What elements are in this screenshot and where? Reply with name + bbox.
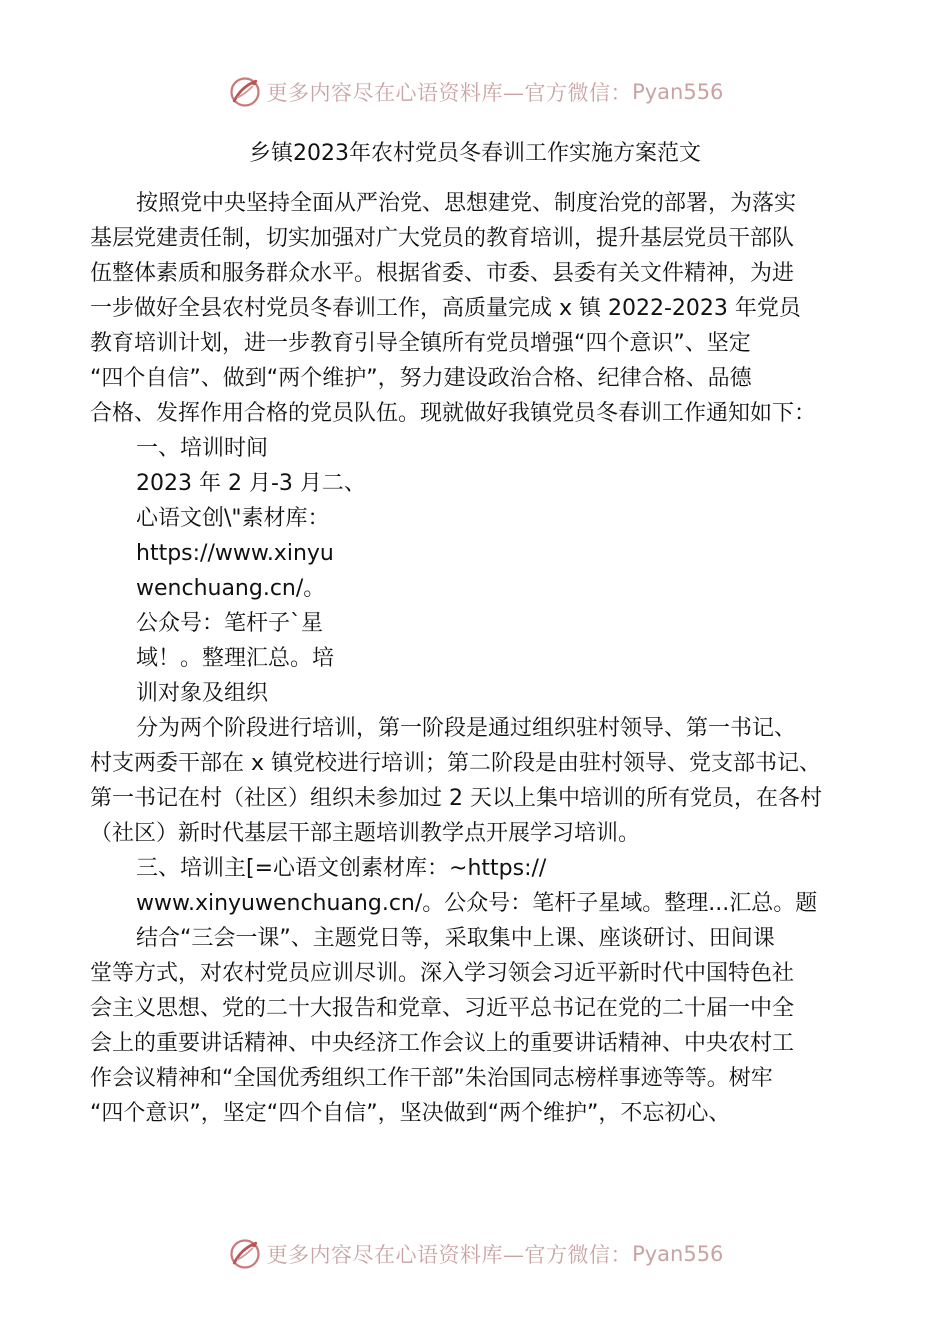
body-line: 会上的重要讲话精神、中央经济工作会议上的重要讲话精神、中央农村工 [90, 1031, 795, 1056]
body-line: 按照党中央坚持全面从严治党、思想建党、制度治党的部署，为落实 [136, 191, 797, 216]
body-line: 公众号：笔杆子`星 [136, 611, 324, 636]
body-line: 域！。整理汇总。培 [136, 646, 335, 671]
section-heading: 三、培训主[=心语文创素材库：~https:// [136, 856, 547, 881]
body-line: wenchuang.cn/。 [136, 576, 326, 601]
body-line: 作会议精神和“全国优秀组织工作干部”朱治国同志榜样事迹等等。树牢 [90, 1066, 773, 1091]
body-line: 会主义思想、党的二十大报告和党章、习近平总书记在党的二十届一中全 [90, 996, 795, 1021]
section-heading: 一、培训时间 [136, 436, 269, 461]
body-line: https://www.xinyu [136, 541, 334, 566]
body-line: “四个自信”、做到“两个维护”，努力建设政治合格、纪律合格、品德 [90, 366, 752, 391]
banner-text: 更多内容尽在心语资料库—官方微信： [266, 1243, 633, 1267]
body-line: （社区）新时代基层干部主题培训教学点开展学习培训。 [90, 821, 641, 846]
body-line: 训对象及组织 [136, 681, 269, 706]
body-line: 堂等方式，对农村党员应训尽训。深入学习领会习近平新时代中国特色社 [90, 961, 795, 986]
body-line: 村支两委干部在 x 镇党校进行培训；第二阶段是由驻村领导、党支部书记、 [90, 751, 822, 776]
banner-text: 更多内容尽在心语资料库—官方微信： [266, 81, 633, 105]
body-line: 第一书记在村（社区）组织未参加过 2 天以上集中培训的所有党员，在各村 [90, 786, 822, 811]
body-line: www.xinyuwenchuang.cn/。公众号：笔杆子星域。整理...汇总。题 [136, 891, 818, 916]
body-line: 分为两个阶段进行培训，第一阶段是通过组织驻村领导、第一书记、 [136, 716, 797, 741]
footer-banner [0, 1232, 950, 1276]
document-title: 乡镇2023年农村党员冬春训工作实施方案范文 [249, 141, 701, 166]
body-line: 基层党建责任制，切实加强对广大党员的教育培训，提升基层党员干部队 [90, 226, 795, 251]
header-banner [0, 70, 950, 114]
body-line: 结合“三会一课”、主题党日等，采取集中上课、座谈研讨、田间课 [136, 926, 775, 951]
document-body [90, 186, 875, 1131]
brush-logo-icon [227, 74, 263, 110]
banner-wechat-id: Pyan556 [632, 1242, 724, 1266]
body-line: 伍整体素质和服务群众水平。根据省委、市委、县委有关文件精神，为进 [90, 261, 795, 286]
body-line: “四个意识”，坚定“四个自信”，坚决做到“两个维护”，不忘初心、 [90, 1101, 731, 1126]
body-line: 合格、发挥作用合格的党员队伍。现就做好我镇党员冬春训工作通知如下： [90, 401, 817, 426]
body-line: 一步做好全县农村党员冬春训工作，高质量完成 x 镇 2022-2023 年党员 [90, 296, 801, 321]
body-line: 教育培训计划，进一步教育引导全镇所有党员增强“四个意识”、坚定 [90, 331, 751, 356]
brush-logo-icon [227, 1236, 263, 1272]
body-line: 心语文创\"素材库： [136, 506, 330, 531]
banner-wechat-id: Pyan556 [632, 80, 724, 104]
body-line: 2023 年 2 月-3 月二、 [136, 471, 366, 496]
